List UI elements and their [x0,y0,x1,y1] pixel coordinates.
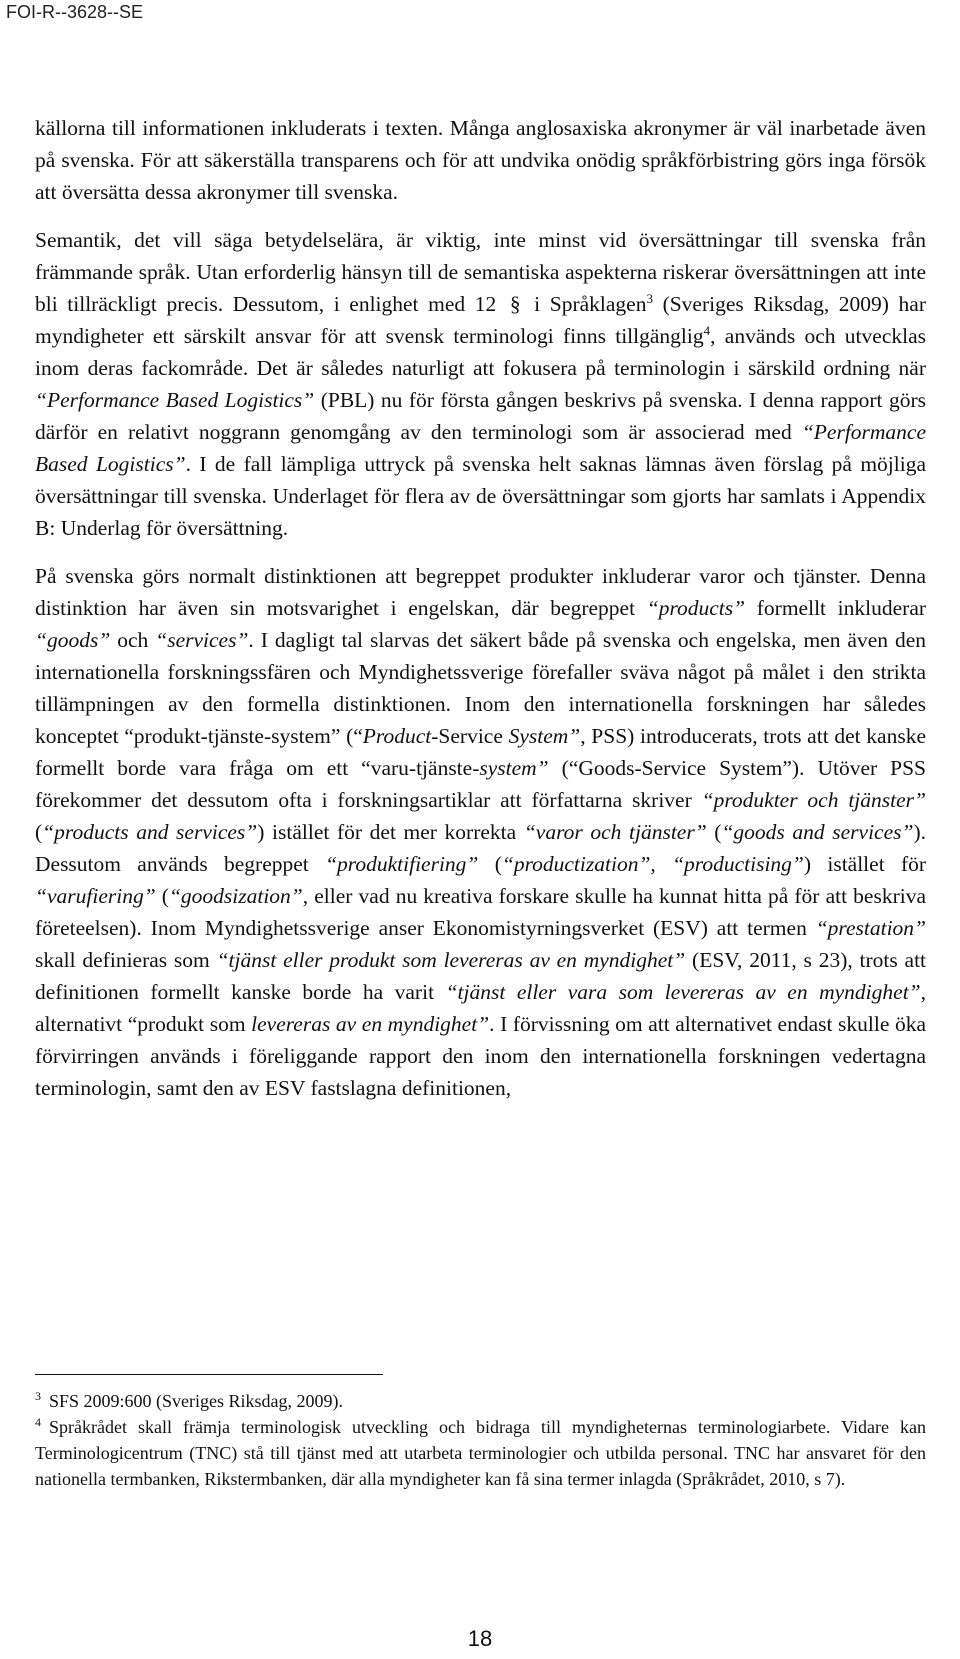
paragraph-1 [35,112,926,208]
body-text [35,112,926,1104]
p3-t14: ) istället för [803,852,927,876]
p2-text-b: i Språklagen [534,292,647,316]
p3-t19: , alternativt “produkt som [35,980,927,1036]
p3-t10: ( [714,820,722,844]
p3-t6: , PSS) introducerats, trots att det kanske formellt borde vara fråga om ett “varu-tjänste- [35,724,926,780]
p2-text-a: Semantik, det vill säga betydelselära, är viktig, inte minst vid översättningar till svenska från främmande språk. Utan erforderlig hänsyn till de semantiska aspekterna riskerar översättningen att inte bli tillräckligt precis. Dessutom, i enlighet med 12 [35,228,926,316]
document-id-header: FOI-R--3628--SE [6,2,144,22]
p3-i1: “products” [646,596,746,620]
p3-i19: levereras av en myndighet” [251,1012,490,1036]
p2-text-c: (Sveriges Riksdag, 2009) har myndigheter ett särskilt ansvar för att svensk terminologi finns tillgänglig [35,292,926,348]
p3-t1: På svenska görs normalt distinktionen att begreppet produkter inkluderar varor och tjänster. Denna distinktion har även sin motsvarighet i engelskan, där begreppet [35,564,926,620]
p3-i7: “produkter och tjänster” [701,788,926,812]
p1-text: källorna till informationen inkluderats i texten. Många anglosaxiska akronymer är väl inarbetade även på svenska. För att säkerställa transparens och för att undvika onödig språkförbistring görs inga försök att översätta dessa akronymer till svenska. [35,116,926,204]
p3-i12: “productization” [501,852,651,876]
page-number: 18 [467,1626,493,1651]
p3-t5: Service [438,724,503,748]
p3-t15: ( [161,884,169,908]
p3-t4: . I dagligt tal slarvas det säkert både på svenska och engelska, men även den internationella forskningssfären och Myndighetssverige förefaller sväva något på målet i den strikta tillämpningen av den formella distinktionen. Inom den internationella forskningen har således konceptet “produkt-tjänste-system” (“ [35,628,926,748]
p3-i13: “productising” [672,852,804,876]
p3-i6: system” [479,756,549,780]
p3-i10: “goods and services” [721,820,914,844]
p3-i4: Product- [362,724,439,748]
p3-t2: formellt inkluderar [756,596,927,620]
footnote-3 [35,1388,926,1414]
footnote-ref-4[interactable]: 4 [703,322,711,338]
footnote-4-text: Språkrådet skall främja terminologisk utveckling och bidraga till myndigheternas terminologiarbete. Vidare kan Terminologicentrum (TNC) stå till tjänst med att utarbeta terminologier och utbilda personal. TNC har ansvaret för den nationella termbanken, Rikstermbanken, där alla myndigheter kan få sina termer inlagda (Språkrådet, 2010, s 7). [35,1417,926,1489]
p3-i17: “tjänst eller produkt som levereras av en myndighet” [216,948,686,972]
p3-t9: ) istället för det mer korrekta [257,820,517,844]
paragraph-2 [35,224,926,544]
footnote-ref-3[interactable]: 3 [646,290,653,306]
p3-t11: ). Dessutom används begreppet [35,820,927,876]
p2-text-h: . I de fall lämpliga uttryck på svenska helt saknas lämnas även förslag på möjliga översättningar till svenska. Underlaget för flera av de översättningar som gjorts har samlats i Appendix B: Underlag för översättning. [35,452,927,540]
p3-t17: skall definieras som [35,948,210,972]
p3-i14: “varufiering” [35,884,156,908]
p3-t18: (ESV, 2011, s 23), trots att definitionen formellt kanske borde ha varit [35,948,927,1004]
paragraph-3 [35,560,926,1104]
p3-t13: , [650,852,656,876]
p2-term-pbl: “Performance Based Logistics” [35,388,315,412]
p3-i11: “produktifiering” [325,852,479,876]
p3-i18: “tjänst eller vara som levereras av en myndighet” [445,980,921,1004]
p3-i16: “prestation” [815,916,927,940]
p2-term-pbl-2: “Performance Based Logistics” [35,420,927,476]
p2-text-d: , används och utvecklas inom deras fackområde. Det är således naturligt att fokusera på terminologin i särskild ordning när [35,324,927,380]
p3-t20: . I förvissning om att alternativet endast skulle öka förvirringen används i föreliggande rapport den inom den internationella forskningen vedertagna terminologin, samt den av ESV fastslagna definitionen, [35,1012,926,1100]
p3-t16: , eller vad nu kreativa forskare skulle ha kunnat hitta på för att beskriva företeelsen). Inom Myndighetssverige anser Ekonomistyrningsverket (ESV) att termen [35,884,926,940]
p2-text-f: (PBL) nu för första gången beskrivs på svenska. I denna rapport görs därför en relativt noggrann genomgång av den terminologi som är associerad med [35,388,927,444]
p3-t8: ( [35,820,43,844]
footnote-4-number: 4 [35,1415,41,1429]
p3-t7: (“Goods-Service System”). Utöver PSS förekommer det dessutom ofta i forskningsartiklar att författarna skriver [35,756,926,812]
footnotes [35,1388,926,1492]
footnote-4 [35,1414,926,1492]
p3-i8: “products and services” [42,820,258,844]
p3-i9: “varor och tjänster” [523,820,707,844]
p3-i3: “services” [155,628,249,652]
p3-i15: “goodsization” [168,884,303,908]
footnote-separator [35,1374,383,1375]
p3-t12: ( [494,852,502,876]
footnote-3-text: SFS 2009:600 (Sveriges Riksdag, 2009). [49,1391,344,1411]
p3-i2: “goods” [35,628,111,652]
section-sign: § [509,292,521,316]
footnote-3-number: 3 [35,1389,41,1403]
p3-i5: System” [508,724,581,748]
p3-t3: och [117,628,149,652]
